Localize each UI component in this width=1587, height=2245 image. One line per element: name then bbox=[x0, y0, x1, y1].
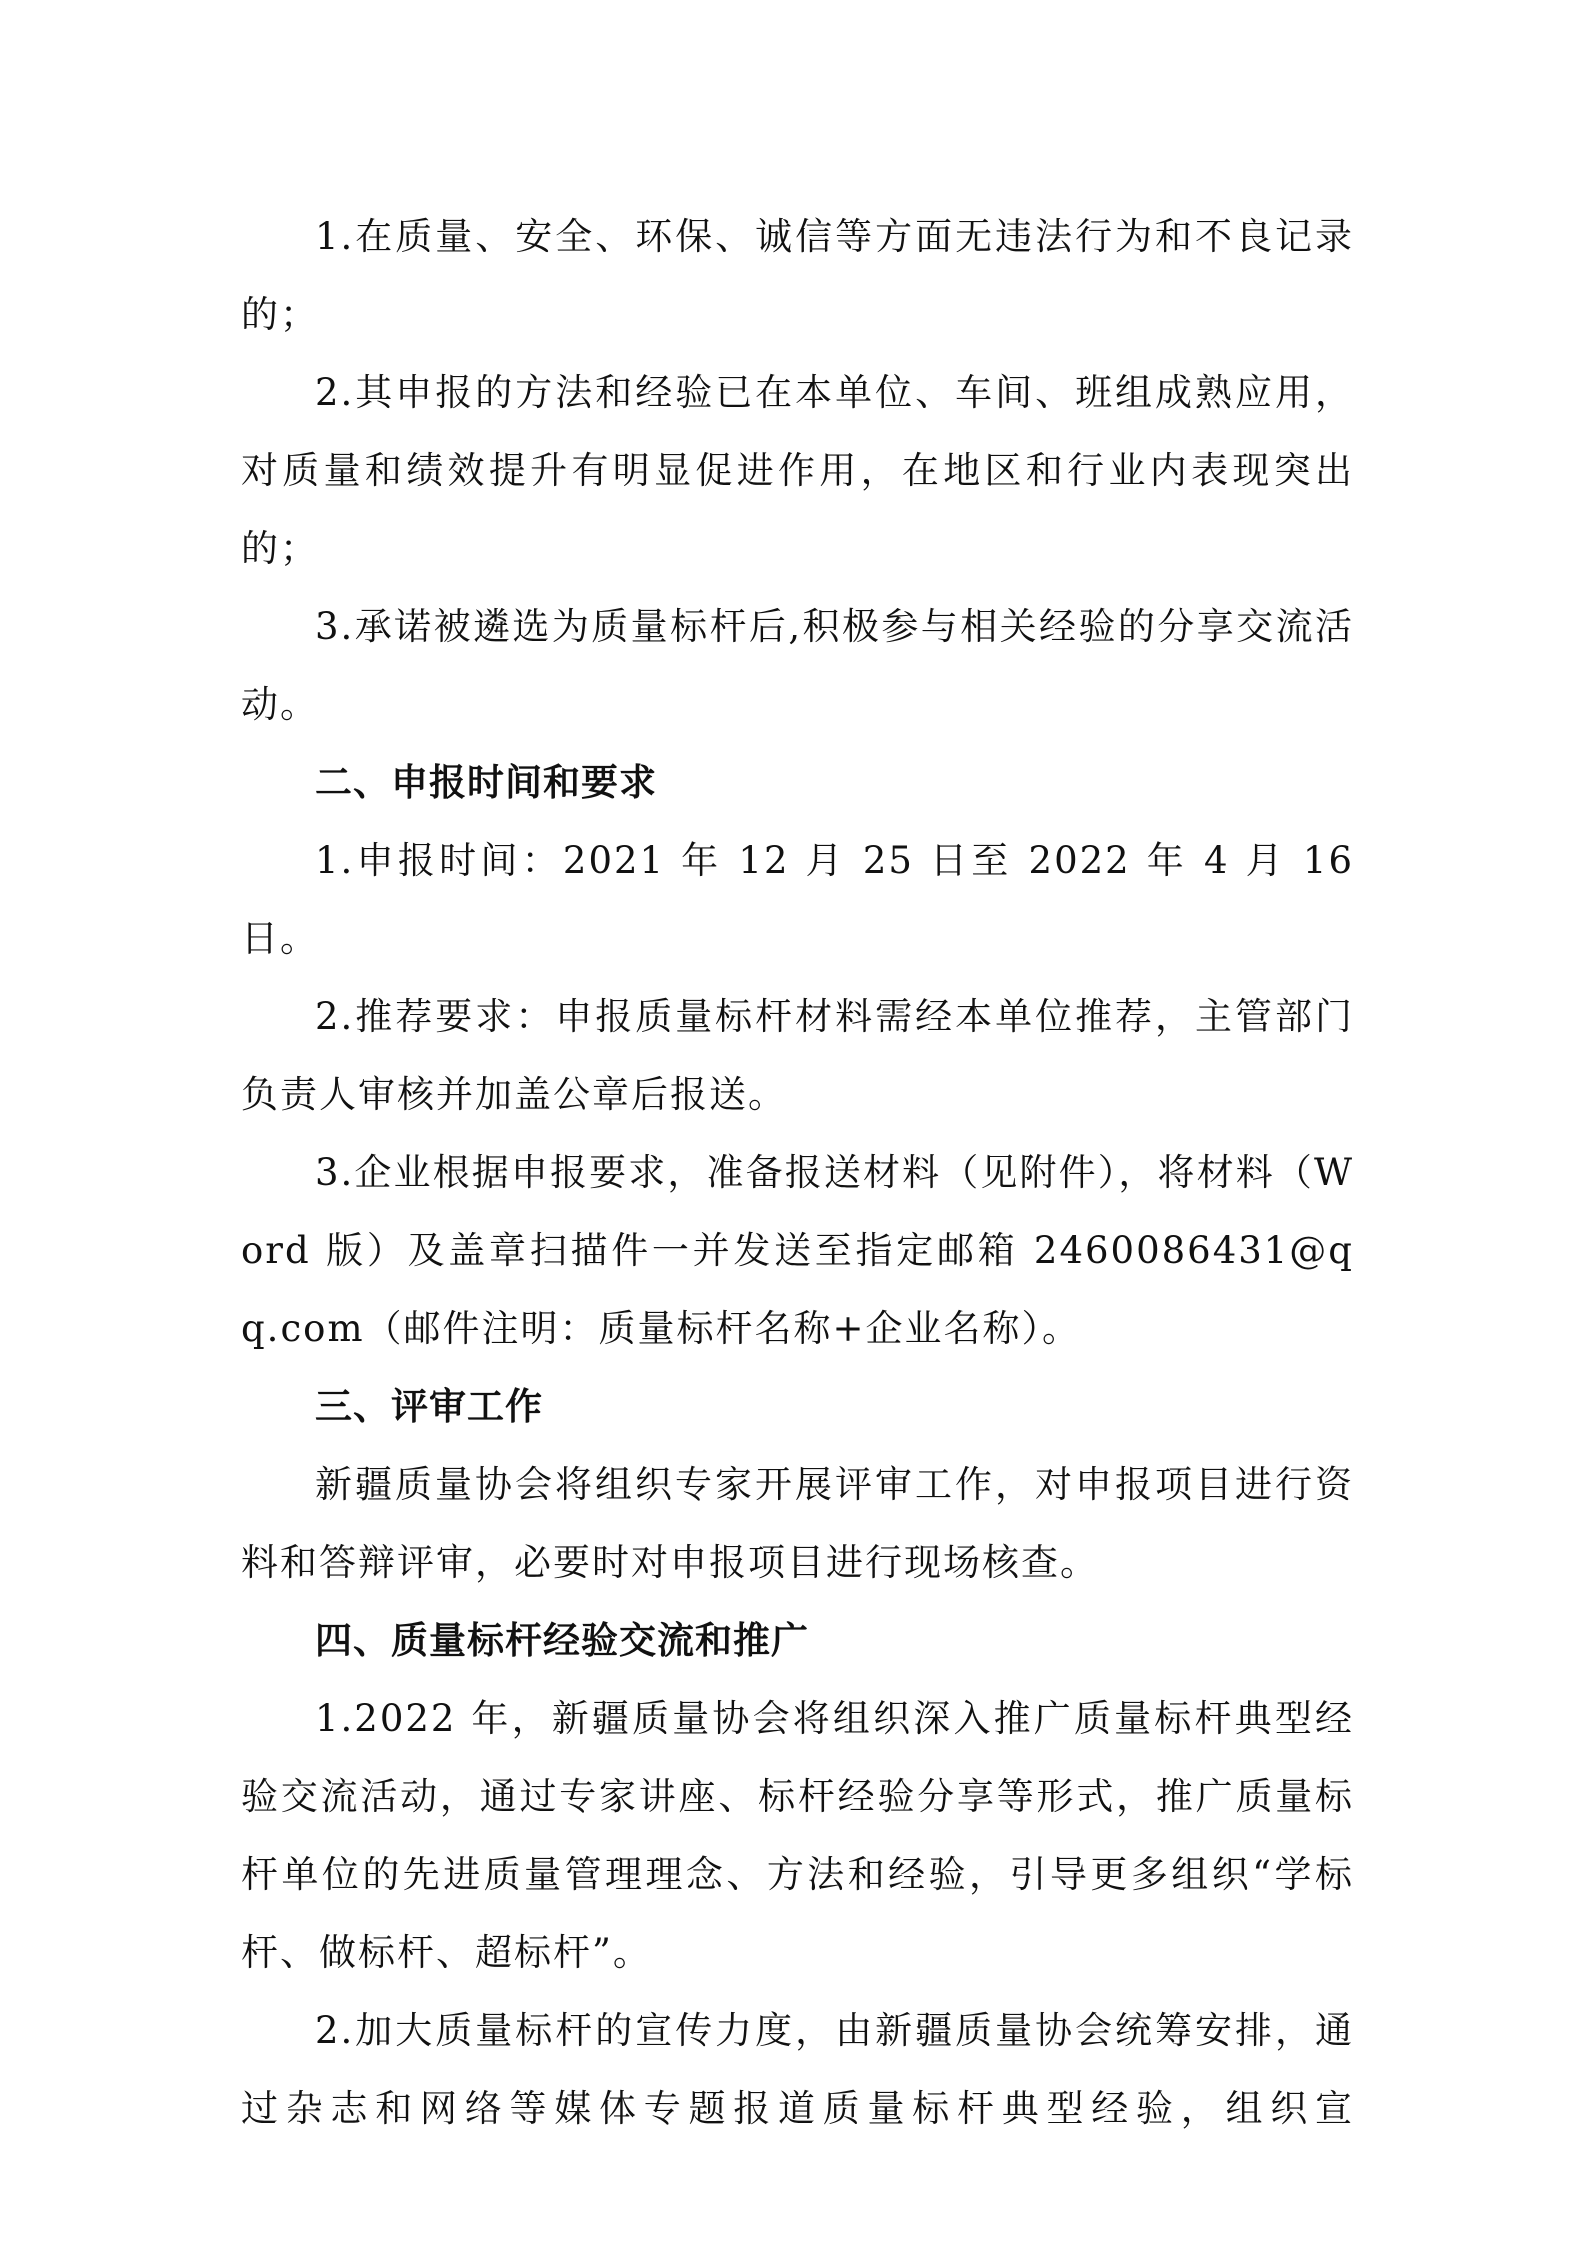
paragraph-condition-2: 2.其申报的方法和经验已在本单位、车间、班组成熟应用，对质量和绩效提升有明显促进作用，在地区和行业内表现突出的； bbox=[241, 371, 1354, 570]
paragraph-condition-1: 1.在质量、安全、环保、诚信等方面无违法行为和不良记录的； bbox=[241, 215, 1354, 336]
paragraph-exchange-2: 2.加大质量标杆的宣传力度，由新疆质量协会统筹安排，通过杂志和网络等媒体专题报道质量标杆典型经验，组织宣 bbox=[241, 2009, 1354, 2130]
paragraph-review: 新疆质量协会将组织专家开展评审工作，对申报项目进行资料和答辩评审，必要时对申报项目进行现场核查。 bbox=[241, 1463, 1354, 1584]
section-heading-3: 三、评审工作 bbox=[315, 1385, 543, 1428]
paragraph-condition-3: 3.承诺被遴选为质量标杆后,积极参与相关经验的分享交流活动。 bbox=[241, 605, 1354, 726]
paragraph-exchange-1: 1.2022 年，新疆质量协会将组织深入推广质量标杆典型经验交流活动，通过专家讲座、标杆经验分享等形式，推广质量标杆单位的先进质量管理理念、方法和经验，引导更多组织“学标杆、做标杆、超标杆”。 bbox=[241, 1697, 1354, 1974]
paragraph-materials: 3.企业根据申报要求，准备报送材料（见附件），将材料（Word 版）及盖章扫描件一并发送至指定邮箱 2460086431@qq.com（邮件注明：质量标杆名称+企业名称）。 bbox=[241, 1151, 1354, 1350]
document-body bbox=[241, 198, 1354, 2148]
section-heading-4: 四、质量标杆经验交流和推广 bbox=[315, 1619, 809, 1662]
paragraph-recommendation: 2.推荐要求：申报质量标杆材料需经本单位推荐，主管部门负责人审核并加盖公章后报送。 bbox=[241, 995, 1354, 1116]
paragraph-time: 1.申报时间：2021 年 12 月 25 日至 2022 年 4 月 16 日。 bbox=[241, 839, 1354, 960]
section-heading-2: 二、申报时间和要求 bbox=[315, 761, 657, 804]
